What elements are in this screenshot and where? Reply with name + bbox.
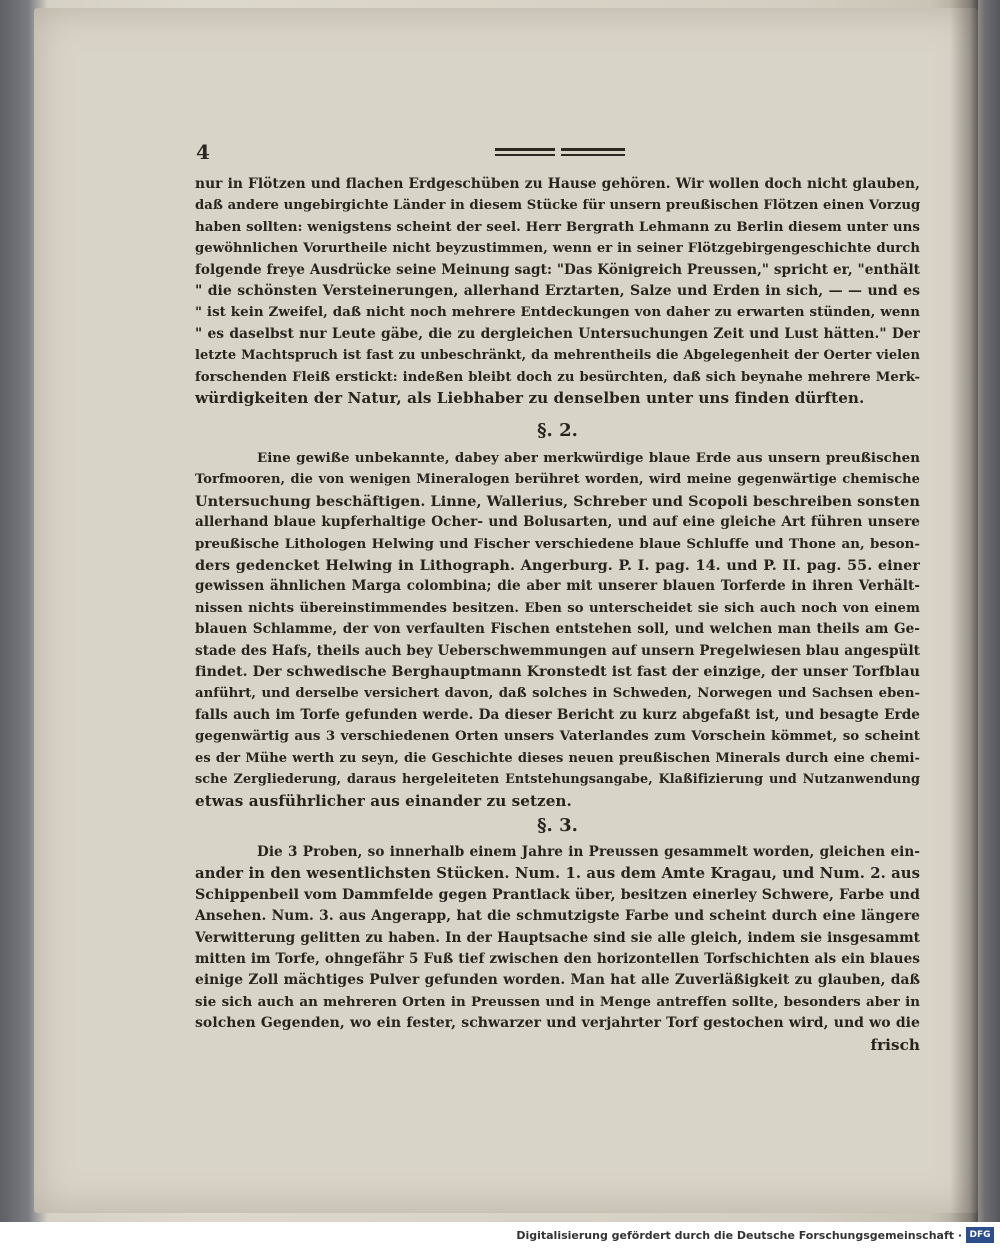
text-line: folgende freye Ausdrücke seine Meinung sagt: "Das Königreich Preussen," spricht er, "enthält — [195, 261, 920, 278]
text-line: haben sollten: wenigstens scheint der seel. Herr Bergrath Lehmann zu Berlin diesem unter uns — [195, 218, 920, 235]
text-line: ander in den wesentlichsten Stücken. Num. 1. aus dem Amte Kragau, und Num. 2. aus — [195, 865, 920, 883]
text-line: " die schönsten Versteinerungen, allerhand Erztarten, Salze und Erden in sich, — — und es — [195, 283, 920, 300]
text-line: forschenden Fleiß erstickt: indeßen bleibt doch zu besürchten, daß sich beynahe mehrere Merk- — [195, 369, 920, 385]
text-line: Ansehen. Num. 3. aus Angerapp, hat die schmutzigste Farbe und scheint durch eine längere — [195, 908, 920, 925]
section-heading-2: §. 2. — [537, 420, 578, 441]
text-line: stade des Hafs, theils auch bey Ueberschwemmungen auf unsern Pregelwiesen blau angespült — [195, 642, 920, 659]
spine-shadow — [950, 0, 978, 1222]
text-line: Torfmooren, die von wenigen Mineralogen berühret worden, wird meine gegenwärtige chemische — [195, 472, 920, 488]
dfg-logo: DFG — [966, 1227, 994, 1243]
text-line: etwas ausführlicher aus einander zu setzen. — [195, 791, 572, 810]
text-line: Verwitterung gelitten zu haben. In der Hauptsache sind sie alle gleich, indem sie insgesammt — [195, 929, 920, 946]
page-number: 4 — [196, 140, 210, 164]
text-line: würdigkeiten der Natur, als Liebhaber zu denselben unter uns finden dürften. — [195, 389, 865, 408]
text-line: " es daselbst nur Leute gäbe, die zu dergleichen Untersuchungen Zeit und Lust hätten." Der — [195, 325, 920, 342]
text-line: daß andere ungebirgichte Länder in diesem Stücke für unsern preußischen Flötzen einen Vorzug — [195, 198, 920, 214]
text-line: ders gedencket Helwing in Lithograph. Angerburg. P. I. pag. 14. und P. II. pag. 55. einer — [195, 557, 920, 575]
text-line: gewöhnlichen Vorurtheile nicht beyzustimmen, wenn er in seiner Flötzgebirgengeschichte durch — [195, 241, 920, 257]
text-line: nissen nichts übereinstimmendes besitzen. Eben so unterscheidet sie sich auch noch von einem — [195, 600, 920, 616]
text-line: " ist kein Zweifel, daß nicht noch mehrere Entdeckungen von daher zu erwarten stünden, wenn — [195, 304, 920, 321]
text-line: letzte Machtspruch ist fast zu unbeschränkt, da mehrentheils die Abgelegenheit der Oerter vielen — [195, 348, 920, 364]
section-heading-3: §. 3. — [537, 815, 578, 836]
text-line: gewissen ähnlichen Marga colombina; die aber mit unserer blauen Torferde in ihren Verhält- — [195, 578, 920, 595]
text-line: falls auch im Torfe gefunden werde. Da dieser Bericht zu kurz abgefaßt ist, und besagte Erde — [195, 706, 920, 723]
text-line: Untersuchung beschäftigen. Linne, Wallerius, Schreber und Scopoli beschreiben sonsten — [195, 492, 920, 510]
text-line: anführt, und derselbe versichert davon, daß solches in Schweden, Norwegen und Sachsen eben- — [195, 686, 920, 702]
text-line: findet. Der schwedische Berghauptmann Kronstedt ist fast der einzige, der unser Torfblau — [195, 664, 920, 681]
text-line: gegenwärtig aus 3 verschiedenen Orten unsers Vaterlandes zum Vorschein kömmet, so scheint — [195, 728, 920, 745]
text-line: mitten im Torfe, ohngefähr 5 Fuß tief zwischen den horizontellen Torfschichten als ein blaues — [195, 951, 920, 968]
paragraph-2 — [195, 448, 920, 812]
text-line: Eine gewiße unbekannte, dabey aber merkwürdige blaue Erde aus unsern preußischen — [257, 450, 920, 466]
text-line: nur in Flötzen und flachen Erdgeschüben zu Hause gehören. Wir wollen doch nicht glauben, — [195, 176, 920, 192]
text-line: Schippenbeil vom Dammfelde gegen Prantlack über, besitzen einerley Schwere, Farbe und — [195, 886, 920, 903]
catchword: frisch — [870, 1035, 920, 1054]
text-line: blauen Schlamme, der von verfaulten Fischen entstehen soll, und welchen man theils am Ge- — [195, 621, 920, 638]
text-line: sche Zergliederung, daraus hergeleiteten Entstehungsangabe, Klaßifizierung und Nutzanwendung — [195, 772, 920, 788]
paragraph-1 — [195, 174, 920, 409]
text-line: einige Zoll mächtiges Pulver gefunden worden. Man hat alle Zuverläßigkeit zu glauben, daß — [195, 972, 920, 989]
header-rule — [495, 148, 625, 158]
text-line: solchen Gegenden, wo ein fester, schwarzer und verjahrter Torf gestochen wird, und wo die — [195, 1015, 920, 1032]
text-line: sie sich auch an mehreren Orten in Preussen und in Menge antreffen sollte, besonders aber in — [195, 993, 920, 1010]
text-line: Die 3 Proben, so innerhalb einem Jahre in Preussen gesammelt worden, gleichen ein- — [257, 844, 920, 860]
text-line: allerhand blaue kupferhaltige Ocher- und Bolusarten, und auf eine gleiche Art führen unsere — [195, 514, 920, 531]
paragraph-3 — [195, 842, 920, 1056]
text-line: es der Mühe werth zu seyn, die Geschichte dieses neuen preußischen Minerals durch eine chemi- — [195, 750, 920, 766]
footer-bar — [0, 1222, 1000, 1250]
text-line: preußische Lithologen Helwing und Fischer verschiedene blaue Schluffe und Thone an, beson- — [195, 535, 920, 552]
footer-credit: Digitalisierung gefördert durch die Deutsche Forschungsgemeinschaft · — [516, 1229, 962, 1242]
